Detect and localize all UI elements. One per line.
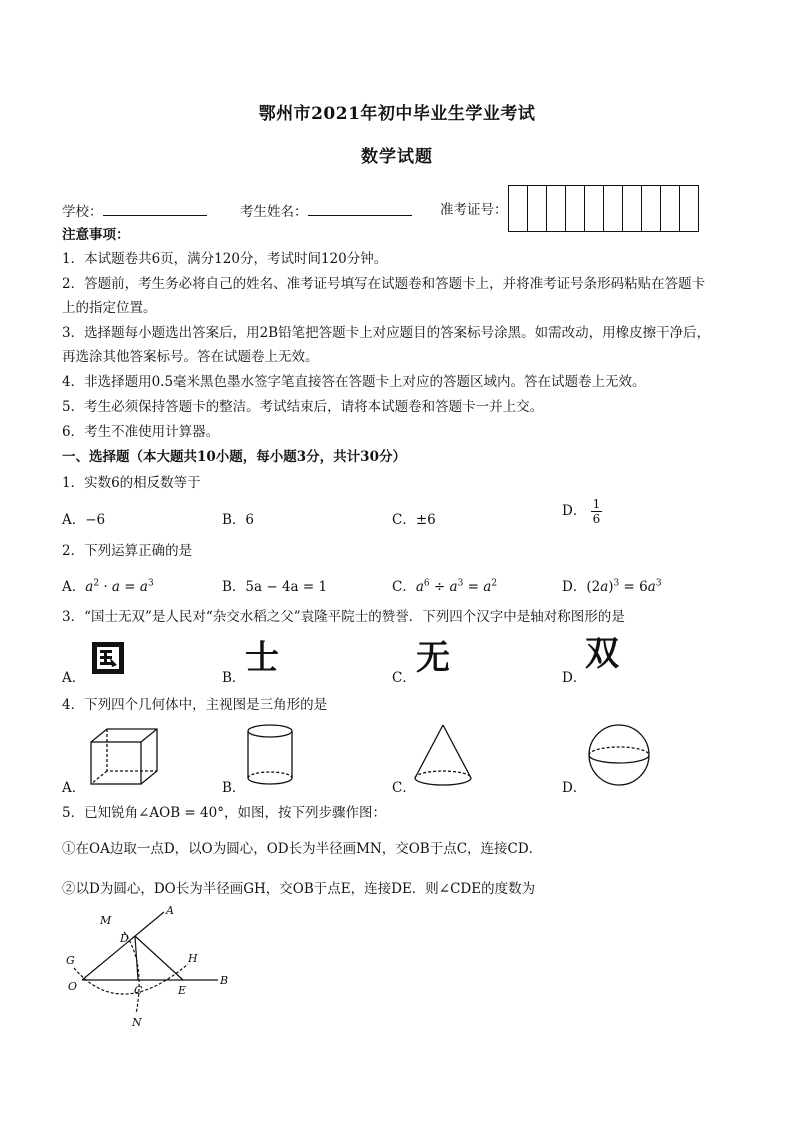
q4-option-d[interactable]: D． — [562, 780, 587, 796]
id-cell[interactable] — [603, 186, 622, 231]
label-h: H — [188, 952, 198, 965]
note-item: 1．本试题卷共6页，满分120分，考试时间120分钟。 — [62, 251, 388, 267]
school-label: 学校： — [62, 204, 103, 220]
name-field — [240, 201, 412, 221]
section-heading: 一、选择题（本大题共10小题，每小题3分，共计30分） — [62, 449, 406, 465]
note-item: 4．非选择题用0.5毫米黑色墨水签字笔直接答在答题卡上对应的答题区域内。答在试题卷上无效。 — [62, 374, 646, 390]
q1-option-d-label: D． — [562, 503, 587, 519]
exam-subtitle: 数学试题 — [361, 147, 433, 167]
label-g: G — [66, 954, 75, 967]
q1-option-b[interactable]: B．6 — [222, 512, 255, 528]
question-2-stem: 2．下列运算正确的是 — [62, 543, 193, 559]
label-b: B — [220, 974, 229, 987]
question-4-stem: 4．下列四个几何体中，主视图是三角形的是 — [62, 697, 328, 713]
q2-option-a[interactable]: A．$a^2 \cdot a = a^3$ — [62, 578, 154, 595]
q1-option-c[interactable]: C．±6 — [392, 512, 436, 528]
label-n: N — [132, 1016, 142, 1029]
q3-option-a[interactable]: A． — [62, 670, 86, 686]
note-item: 上的指定位置。 — [62, 300, 157, 316]
q2-option-c-label: C． — [392, 579, 416, 595]
q1-option-a[interactable]: A．−6 — [62, 512, 106, 528]
name-label: 考生姓名： — [240, 204, 308, 220]
school-field — [62, 201, 207, 221]
notes-heading: 注意事项： — [62, 227, 130, 243]
id-cell[interactable] — [584, 186, 603, 231]
fraction-numerator: 1 — [592, 497, 601, 511]
note-item: 2．答题前，考生务必将自己的姓名、准考证号填写在试题卷和答题卡上，并将准考证号条形码粘贴在答题卡 — [62, 276, 706, 292]
glyph-guo-icon — [90, 640, 126, 676]
label-a: A — [166, 904, 174, 917]
id-label: 准考证号： — [440, 202, 508, 218]
label-d: D — [120, 932, 129, 945]
glyph-shuang: 双 — [585, 634, 619, 674]
label-c: C — [134, 984, 143, 997]
id-cell[interactable] — [660, 186, 679, 231]
q3-option-d[interactable]: D． — [562, 670, 587, 686]
id-cell[interactable] — [509, 186, 527, 231]
label-m: M — [100, 914, 112, 927]
q4-option-b[interactable]: B． — [222, 780, 246, 796]
glyph-wu: 无 — [416, 638, 450, 678]
q4-option-c[interactable]: C． — [392, 780, 416, 796]
q2-option-b[interactable]: B．5a − 4a = 1 — [222, 579, 328, 595]
glyph-shi: 士 — [245, 638, 279, 678]
q3-option-b[interactable]: B． — [222, 670, 246, 686]
question-1-stem: 1．实数6的相反数等于 — [62, 475, 201, 491]
q2-option-d[interactable]: D．$(2a)^3 = 6a^3$ — [562, 578, 662, 595]
exam-title: 鄂州市2021年初中毕业生学业考试 — [258, 104, 536, 124]
question-5-stem: 5．已知锐角∠AOB = 40°，如图，按下列步骤作图： — [62, 805, 386, 821]
q2-option-a-label: A． — [62, 579, 86, 595]
q1-option-d[interactable] — [562, 497, 602, 526]
question-5-step1: ①在OA边取一点D，以O为圆心，OD长为半径画MN，交OB于点C，连接CD． — [62, 841, 543, 857]
question-3-stem: 3．“国士无双”是人民对“杂交水稻之父”袁隆平院士的赞誉．下列四个汉字中是轴对称图形的是 — [62, 609, 625, 625]
label-e: E — [178, 984, 187, 997]
name-blank[interactable] — [308, 201, 412, 216]
id-cell[interactable] — [546, 186, 565, 231]
note-item: 3．选择题每小题选出答案后，用2B铅笔把答题卡上对应题目的答案标号涂黑。如需改动，用橡皮擦干净后， — [62, 325, 711, 341]
note-item: 6．考生不准使用计算器。 — [62, 424, 220, 440]
school-blank[interactable] — [103, 201, 207, 216]
cylinder-icon — [244, 722, 296, 788]
q2-option-d-label: D． — [562, 579, 587, 595]
fraction-denominator: 6 — [592, 512, 601, 526]
q4-option-a[interactable]: A． — [62, 780, 86, 796]
cube-icon — [88, 726, 160, 788]
note-item: 5．考生必须保持答题卡的整洁。考试结束后，请将本试题卷和答题卡一并上交。 — [62, 399, 544, 415]
cone-icon — [412, 722, 474, 788]
id-cell[interactable] — [679, 186, 698, 231]
id-cell[interactable] — [641, 186, 660, 231]
id-cell[interactable] — [565, 186, 584, 231]
id-cell[interactable] — [622, 186, 641, 231]
id-number-grid[interactable] — [508, 185, 699, 232]
fraction — [591, 497, 603, 526]
id-cell[interactable] — [527, 186, 546, 231]
label-o: O — [68, 980, 78, 993]
note-item: 再选涂其他答案标号。答在试题卷上无效。 — [62, 349, 319, 365]
angle-construction-figure — [60, 902, 240, 1030]
q2-option-c[interactable]: C．$a^6 \div a^3 = a^2$ — [392, 578, 498, 595]
sphere-icon — [586, 722, 652, 788]
question-5-step2: ②以D为圆心，DO长为半径画GH，交OB于点E，连接DE．则∠CDE的度数为 — [62, 881, 536, 897]
q3-option-c[interactable]: C． — [392, 670, 416, 686]
